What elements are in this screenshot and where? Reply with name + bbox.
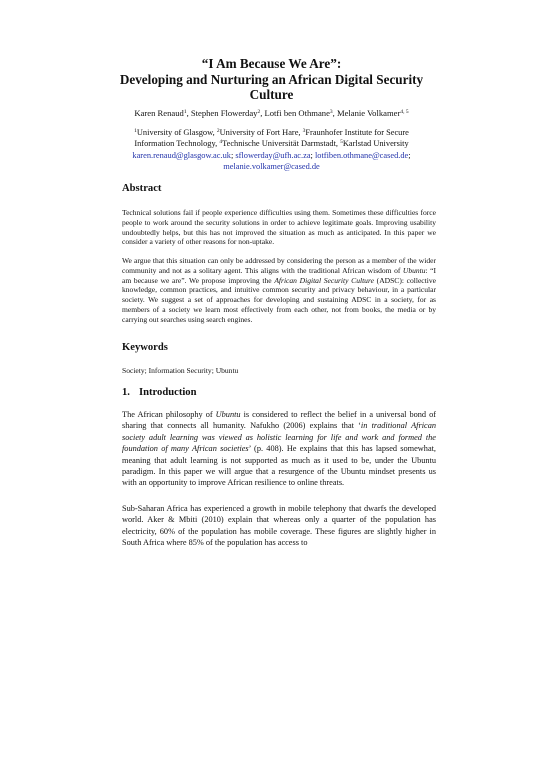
affil-mark: 2 [216,128,220,134]
author-affil-mark: 4, 5 [400,109,409,115]
affiliation: Information Technology, [134,139,220,149]
paper-title [100,56,443,103]
text-run: We argue that this situation can only be addressed by considering the person as a member of the wider community and not as a solitary agent. This aligns with the traditional African wisdom of [122,256,436,275]
section-number: 1. [122,387,130,398]
intro-paragraph-2: Sub-Saharan Africa has experienced a growth in mobile telephony that dwarfs the developed world. Aker & Mbiti (2010) explain that whereas only a quarter of the population has electricity, 60% of the population has mobile coverage. These figures are slightly higher in South Africa where 85% of the population has access to [122,504,436,548]
intro-paragraph-1 [122,409,436,489]
author-affil-mark: 1 [183,109,187,115]
abstract-heading: Abstract [122,183,162,194]
author-name: Karen Renaud [134,108,184,118]
email-line [110,161,433,172]
keywords-text: Society; Information Security; Ubuntu [122,366,239,375]
text-run: : “I am because we are”. We propose improving the [122,265,437,285]
email-link[interactable]: lotfiben.othmane@cased.de [314,150,409,160]
affiliation-line-2 [110,138,433,149]
text-run: ’ (p. 408). He explains that this has lapsed somewhat, meaning that adult learning is not supported as much as it used to be, under the Ubuntu paradigm. In this paper we will argue that a resurgence of the Ubuntu mindset presents us with an opportunity to improve African resilience to online threats. [122,444,437,488]
affil-mark: 3 [302,128,306,134]
abstract-paragraph-2 [122,256,436,324]
text-run: The African philosophy of [122,410,216,419]
author-name: Lotfi ben Othmane [264,108,330,118]
affiliation-line-1 [110,127,433,138]
author-name: Stephen Flowerday [190,108,258,118]
author-list: Karen Renaud$^1$, Stephen Flowerday$^2$, Lotfi ben Othmane$^3$, Melanie Volkamer$^{4, 5}$ [134,108,409,118]
author-name: Melanie Volkamer [336,108,401,118]
email-line: karen.renaud@glasgow.ac.uk; sflowerday@ufh.ac.za; lotfiben.othmane@cased.de; [132,150,411,160]
title-line-3: Culture [249,87,294,102]
section-heading [122,387,197,398]
text-run-italic: Ubuntu [215,410,241,419]
keywords-heading: Keywords [122,342,168,353]
affil-mark: 1 [134,128,137,134]
affiliation: University of Glasgow, [136,128,217,137]
affiliation: University of Fort Hare, [219,128,303,137]
email-link[interactable]: melanie.volkamer@cased.de [223,162,320,172]
abstract-paragraph-1: Technical solutions fail if people experience difficulties using them. Sometimes these difficulties force people to work around the security solutions in order to achieve legitimate goals. Improving usability undoubtedly helps, but this has not improved the situation as much as anticipated. In this paper we consider a variety of other reasons for non-uptake. [122,208,436,247]
text-run: is considered to reflect the belief in a universal bond of sharing that connects all humanity. Nafukho (2006) explains that ‘ [122,410,436,431]
section-title: Introduction [139,387,197,398]
affiliation: Technische Universität Darmstadt, [222,139,341,149]
email-link[interactable]: karen.renaud@glasgow.ac.uk [132,150,231,160]
affiliation: Fraunhofer Institute for Secure [305,128,409,137]
author-affil-mark: 3 [329,109,333,115]
text-run-italic: in traditional African society adult learning was viewed as holistic learning for life and work and formed the foundation of many African societies [122,421,437,454]
email-link[interactable]: sflowerday@ufh.ac.za [235,150,311,160]
author-affil-mark: 2 [257,109,261,115]
text-run: (ADSC): collective knowledge, common practices, and intuitive common security and privacy behaviour, in a particular society. We suggest a set of approaches for developing and sustaining ADSC in a society, for as members of a society we learn most effectively from each other, not from books, the media or by carrying out searches using search engines. [122,275,436,324]
text-run-italic: Ubuntu [402,265,426,275]
affiliation: Karlstad University [342,139,409,149]
affiliations [110,127,433,173]
title-line-1: “I Am Because We Are”: [201,56,342,71]
affil-mark: 5 [340,139,343,146]
text-run-italic: African Digital Security Culture [274,275,374,285]
affil-mark: 4 [219,139,223,146]
title-line-2: Developing and Nurturing an African Digital Security [119,71,424,87]
